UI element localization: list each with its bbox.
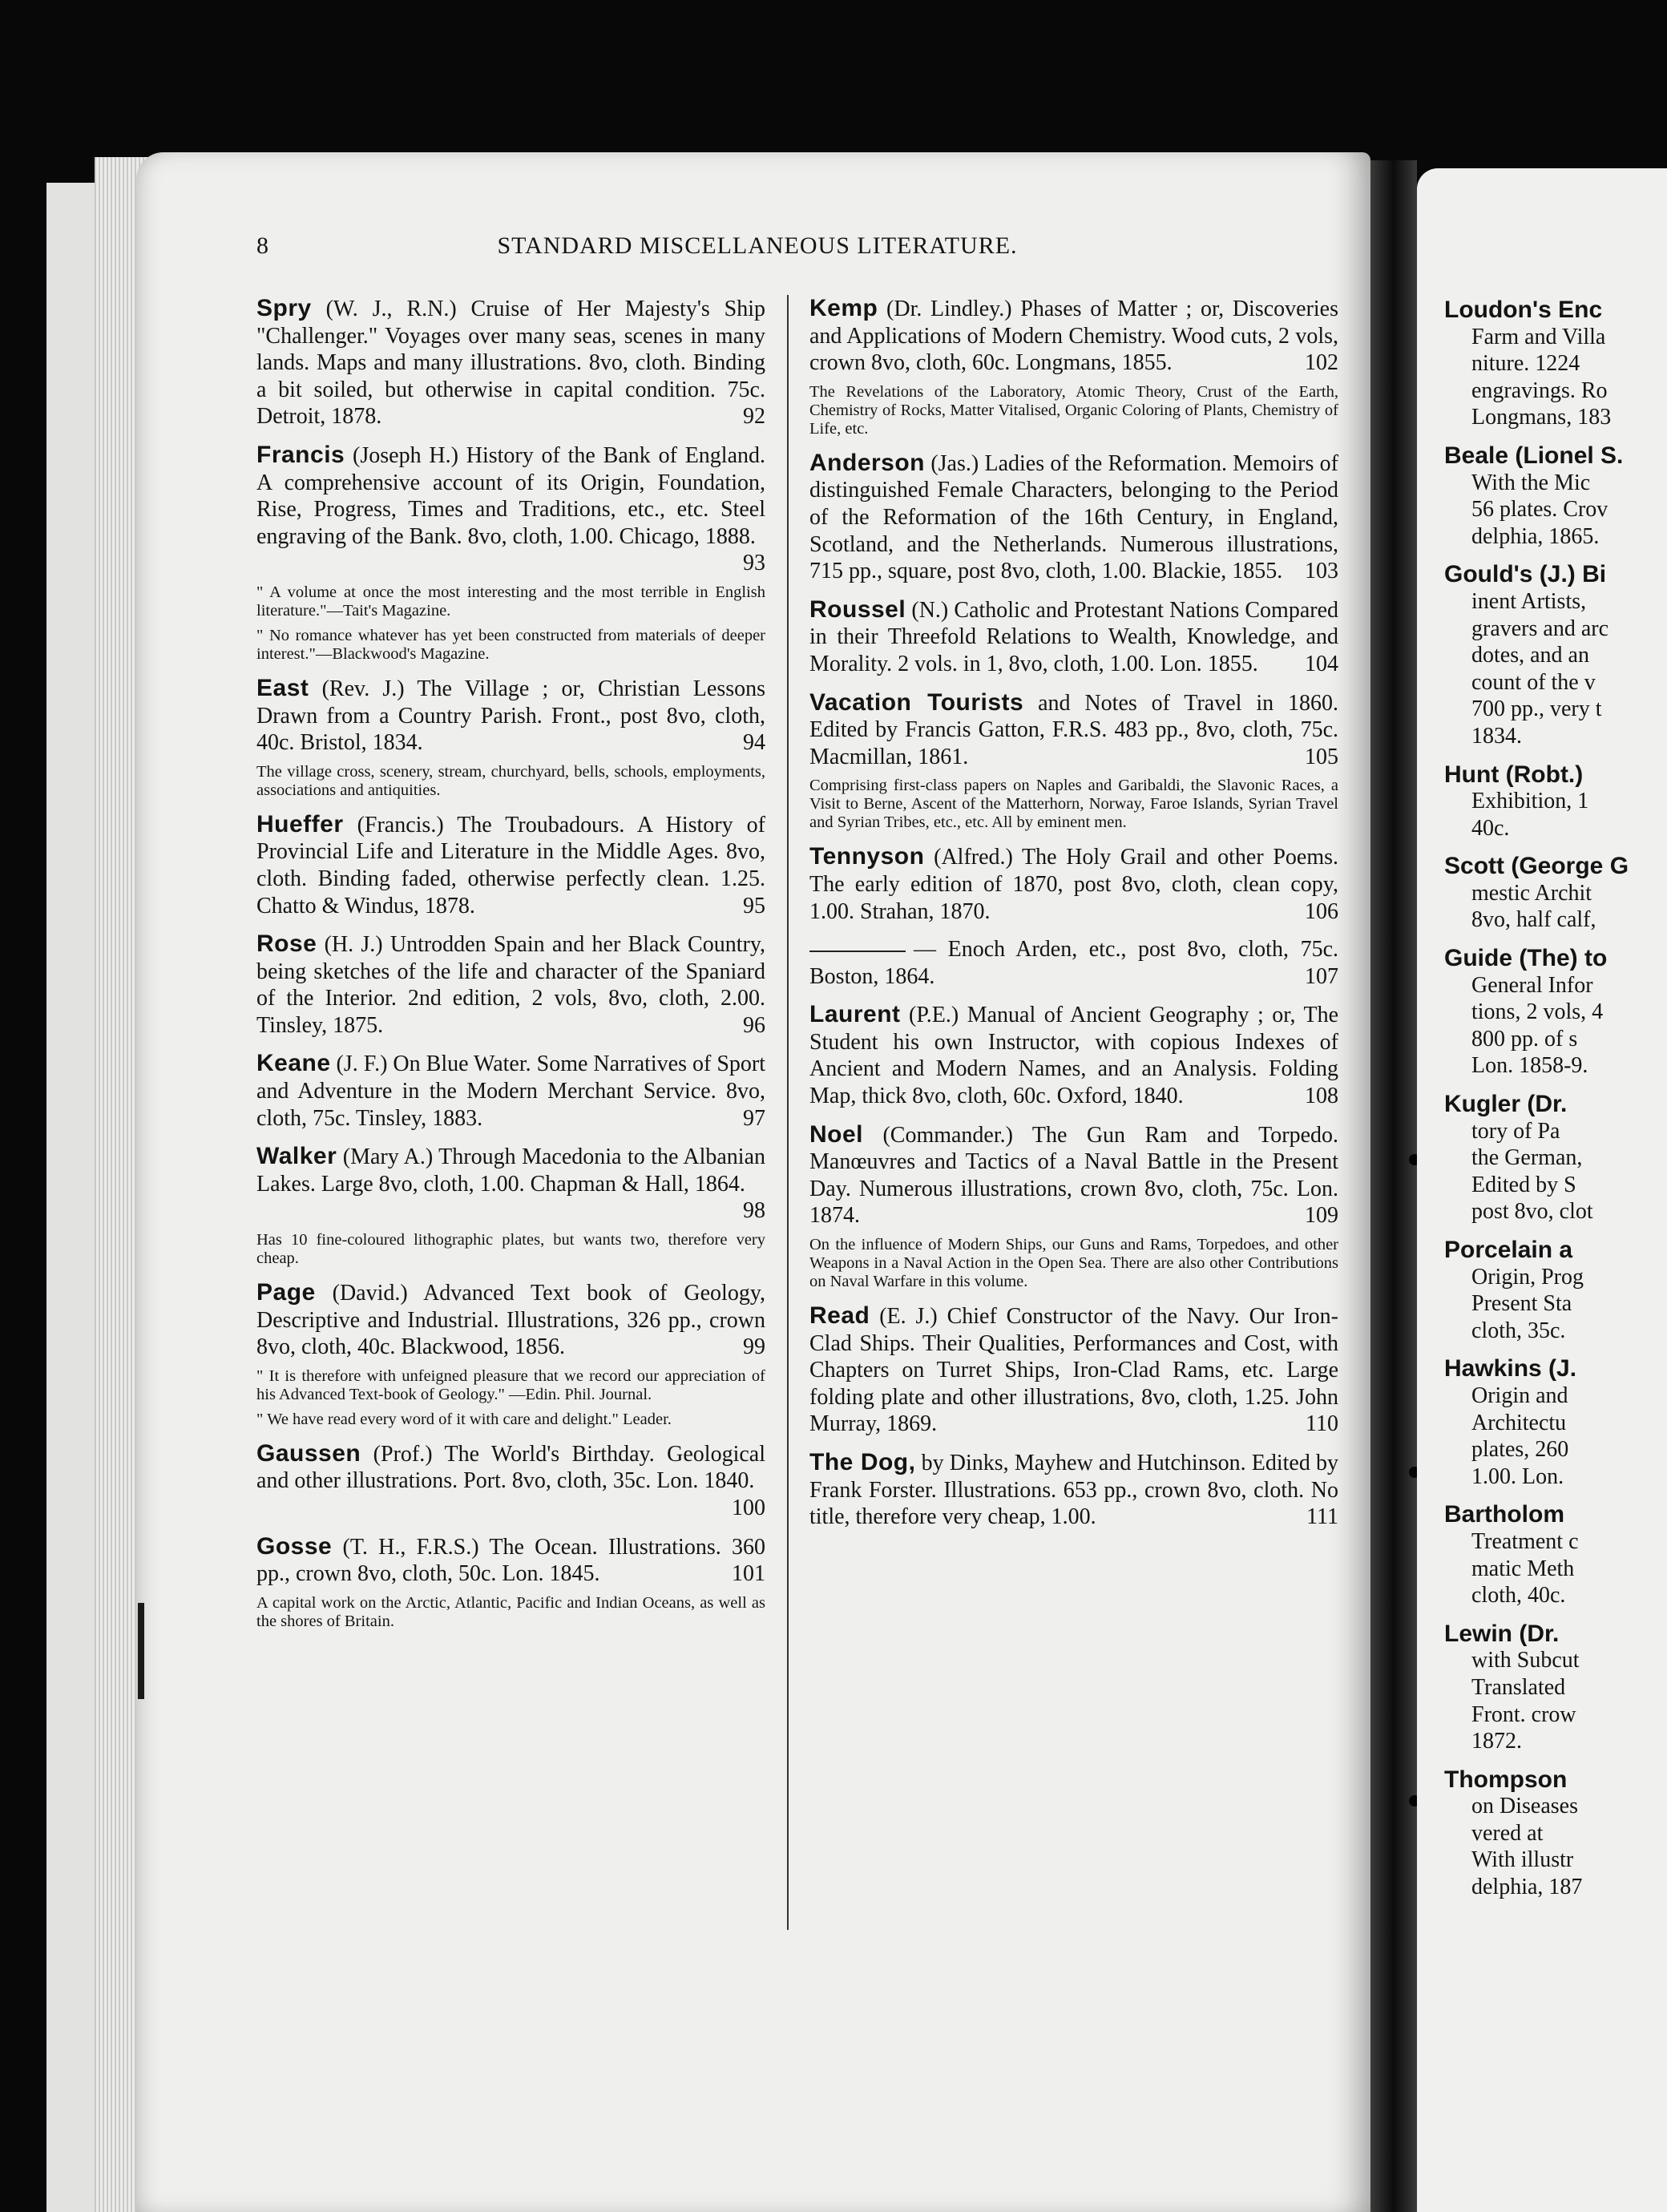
entry-description: (W. J., R.N.) Cruise of Her Majesty's Ship "Challenger." Voyages over many seas, scenes in many lands. Maps and many illustrations. 8vo, cloth. Binding a bit soiled, but otherwise in capital condition. 75c. Detroit, 1878. <box>256 297 765 430</box>
catalog-entry <box>256 1533 765 1588</box>
catalog-entry <box>256 1440 765 1522</box>
entry-note: A capital work on the Arctic, Atlantic, Pacific and Indian Oceans, as well as the shores of Britain. <box>256 1593 765 1630</box>
next-page-line: cloth, 35c. <box>1471 1318 1566 1343</box>
entry-note: " No romance whatever has yet been constructed from materials of deeper interest."—Blackwood's Magazine. <box>256 626 765 663</box>
next-page-line: on Diseases <box>1471 1794 1578 1819</box>
next-page-line: Guide (The) to <box>1444 945 1608 972</box>
entry-description: (Commander.) The Gun Ram and Torpedo. Manœuvres and Tactics of a Naval Battle in the Present Day. Numerous illustrations, crown 8vo, cloth, 75c. Lon. 1874. <box>809 1122 1339 1229</box>
margin-mark <box>138 1603 144 1699</box>
entry-note: On the influence of Modern Ships, our Guns and Rams, Torpedoes, and other Weapons in a Naval Action in the Open Sea. There are also other Contributions on Naval Warfare in this volume. <box>809 1236 1338 1291</box>
entry-description: (Alfred.) The Holy Grail and other Poems. The early edition of 1870, post 8vo, cloth, clean copy, 1.00. Strahan, 1870. <box>809 845 1339 924</box>
page-number: 8 <box>256 232 269 259</box>
next-page-line: with Subcut <box>1471 1648 1580 1673</box>
entry-author: Spry <box>256 295 312 321</box>
next-page-line: engravings. Ro <box>1471 377 1608 403</box>
catalog-entry <box>809 936 1338 990</box>
entry-description: (Prof.) The World's Birthday. Geological and other illustrations. Port. 8vo, cloth, 35c. Lon. 1840. <box>256 1441 766 1494</box>
right-column <box>809 295 1338 1542</box>
entry-author: Roussel <box>809 595 906 623</box>
entry-number: 99 <box>743 1334 765 1360</box>
next-page-line: delphia, 1865. <box>1471 523 1600 549</box>
left-page <box>136 152 1370 2212</box>
next-page-line: 40c. <box>1471 815 1510 841</box>
entry-number: 100 <box>732 1496 765 1520</box>
catalog-entry <box>256 1050 765 1132</box>
next-page-column <box>1444 297 1667 1901</box>
entry-description: (David.) Advanced Text book of Geology, Descriptive and Industrial. Illustrations, 326 pp., crown 8vo, cloth, 40c. Blackwood, 1856. <box>256 1281 766 1360</box>
entry-number: 110 <box>1306 1411 1338 1437</box>
entry-note: " It is therefore with unfeigned pleasure that we record our appreciation of his Advanced Text-book of Geology." —Edin. Phil. Journal. <box>256 1366 765 1403</box>
next-page-line: Longmans, 183 <box>1471 405 1612 430</box>
next-page-line: gravers and arc <box>1471 616 1609 641</box>
book-edge <box>46 183 99 2212</box>
next-page-line: 1.00. Lon. <box>1471 1463 1564 1489</box>
entry-author: Page <box>256 1279 316 1306</box>
catalog-entry <box>256 295 765 430</box>
entry-author: Read <box>809 1302 870 1330</box>
next-page-line: 1872. <box>1471 1729 1522 1754</box>
entry-description: (Joseph H.) History of the Bank of England. A comprehensive account of its Origin, Foundation, Rise, Progress, Times and Traditions, etc., etc. Steel engraving of the Bank. 8vo, cloth, 1.00. Chicago, 1888. <box>256 442 766 549</box>
entry-number: 106 <box>1305 898 1338 924</box>
catalog-entry <box>809 843 1338 925</box>
entry-number: 92 <box>743 404 765 430</box>
catalog-entry <box>809 1001 1338 1109</box>
next-page-line: the German, <box>1471 1145 1583 1171</box>
entry-author: The Dog, <box>809 1449 916 1475</box>
next-page <box>1417 168 1667 2212</box>
entry-description: (Jas.) Ladies of the Reformation. Memoirs of distinguished Female Characters, belonging to the Period of the Reformation of the 16th Century, in England, Scotland, and the Netherlands. Numerous illustrations, 715 pp., square, post 8vo, cloth, 1.00. Blackie, 1855. <box>809 450 1339 584</box>
running-title: STANDARD MISCELLANEOUS LITERATURE. <box>497 232 1018 259</box>
next-page-line: Lon. 1858-9. <box>1471 1053 1588 1079</box>
next-page-line: General Infor <box>1471 972 1593 998</box>
entry-number: 93 <box>743 551 765 576</box>
next-page-line: Front. crow <box>1471 1701 1576 1727</box>
next-page-line: vered at <box>1471 1820 1544 1846</box>
entry-number: 101 <box>732 1561 765 1587</box>
catalog-entry <box>809 689 1338 771</box>
next-page-line: Kugler (Dr. <box>1444 1091 1568 1118</box>
next-page-line: Beale (Lionel S. <box>1444 442 1624 469</box>
entry-description: (J. F.) On Blue Water. Some Narratives of Sport and Adventure in the Modern Merchant Service. 8vo, cloth, 75c. Tinsley, 1883. <box>256 1052 766 1131</box>
next-page-line: plates, 260 <box>1471 1437 1569 1463</box>
next-page-line: count of the v <box>1471 669 1596 695</box>
entry-description: (Francis.) The Troubadours. A History of Provincial Life and Literature in the Middle Ages. 8vo, cloth. Binding faded, otherwise perfectly clean. 1.25. Chatto & Windus, 1878. <box>256 812 765 918</box>
entry-note: " A volume at once the most interesting and the most terrible in English literature."—Tait's Magazine. <box>256 583 765 620</box>
entry-description: (Dr. Lindley.) Phases of Matter ; or, Discoveries and Applications of Modern Chemistry. Wood cuts, 2 vols, crown 8vo, cloth, 60c. Longmans, 1855. <box>809 297 1338 376</box>
next-page-line: dotes, and an <box>1471 643 1589 668</box>
entry-author: East <box>256 674 309 701</box>
catalog-entry <box>809 1121 1338 1229</box>
entry-author: Gaussen <box>256 1439 361 1467</box>
catalog-entry <box>256 442 765 577</box>
entry-author: Francis <box>256 441 345 468</box>
next-page-line: Porcelain a <box>1444 1237 1573 1263</box>
entry-author: Laurent <box>809 1001 901 1028</box>
next-page-line: Thompson <box>1444 1766 1568 1793</box>
entry-number: 96 <box>743 1012 765 1038</box>
next-page-line: Architectu <box>1471 1410 1567 1435</box>
next-page-line: 56 plates. Crov <box>1471 497 1608 523</box>
entry-author: Kemp <box>809 295 878 321</box>
next-page-line: matic Meth <box>1471 1556 1575 1581</box>
entry-number: 98 <box>743 1198 765 1224</box>
catalog-entry <box>809 596 1338 678</box>
column-divider <box>787 295 789 1930</box>
catalog-entry <box>256 811 765 919</box>
next-page-line: With the Mic <box>1471 470 1591 495</box>
catalog-entry <box>809 1449 1338 1531</box>
entry-number: 109 <box>1305 1203 1338 1229</box>
next-page-line: post 8vo, clot <box>1471 1199 1593 1225</box>
entry-note: " We have read every word of it with care and delight." Leader. <box>256 1410 672 1428</box>
entry-note: The Revelations of the Laboratory, Atomic Theory, Crust of the Earth, Chemistry of Rocks, Matter Vitalised, Organic Coloring of Plants, Chemistry of Life, etc. <box>809 382 1338 438</box>
next-page-line: Present Sta <box>1471 1291 1572 1317</box>
next-page-line: Hawkins (J. <box>1444 1355 1577 1382</box>
entry-number: 102 <box>1305 350 1338 376</box>
next-page-line: Loudon's Enc <box>1444 297 1603 323</box>
entry-author: Vacation Tourists <box>809 688 1024 716</box>
next-page-line: tions, 2 vols, 4 <box>1471 999 1604 1025</box>
entry-author: Walker <box>256 1143 337 1170</box>
entry-number: 108 <box>1305 1084 1338 1109</box>
entry-author: Gosse <box>256 1532 333 1560</box>
next-page-line: tory of Pa <box>1471 1118 1560 1144</box>
next-page-line: mestic Archit <box>1471 880 1592 906</box>
catalog-entry <box>809 295 1338 377</box>
entry-description: (T. H., F.R.S.) The Ocean. Illustrations. 360 pp., crown 8vo, cloth, 50c. Lon. 1845. <box>256 1534 765 1587</box>
next-page-line: Gould's (J.) Bi <box>1444 561 1607 588</box>
entry-author: Tennyson <box>809 843 925 870</box>
entry-author: Hueffer <box>256 810 344 838</box>
catalog-entry <box>256 930 765 1039</box>
next-page-line: 8vo, half calf, <box>1471 907 1596 933</box>
entry-note: Comprising first-class papers on Naples and Garibaldi, the Slavonic Races, a Visit to Berne, Ascent of the Matterhorn, Norway, Faroe Islands, Syrian Travel and Syrian Tribes, etc., etc. All by eminent men. <box>809 777 1338 832</box>
next-page-line: Hunt (Robt.) <box>1444 761 1584 788</box>
next-page-line: cloth, 40c. <box>1471 1583 1566 1609</box>
entry-description: (P.E.) Manual of Ancient Geography ; or, The Student his own Instructor, with copious Indexes of Ancient and Modern Names, and an Analysis. Folding Map, thick 8vo, cloth, 60c. Oxford, 1840. <box>809 1003 1339 1109</box>
entry-number: 105 <box>1305 744 1338 769</box>
next-page-line: Scott (George G <box>1444 853 1629 880</box>
entry-description: (H. J.) Untrodden Spain and her Black Country, being sketches of the life and character of the Spaniard of the Interior. 2nd edition, 2 vols, 8vo, cloth, 2.00. Tinsley, 1875. <box>256 932 766 1038</box>
entry-description: and Notes of Travel in 1860. Edited by Francis Gatton, F.R.S. 483 pp., 8vo, cloth, 75c. Macmillan, 1861. <box>809 690 1338 769</box>
entry-number: 95 <box>743 893 765 918</box>
catalog-entry <box>256 675 765 757</box>
entry-description: (Mary A.) Through Macedonia to the Albanian Lakes. Large 8vo, cloth, 1.00. Chapman & Hall, 1864. <box>256 1144 766 1197</box>
next-page-line: inent Artists, <box>1471 588 1587 614</box>
next-page-line: Translated <box>1471 1674 1566 1700</box>
next-page-line: Edited by S <box>1471 1172 1576 1197</box>
entry-author: Noel <box>809 1120 864 1148</box>
entry-number: 103 <box>1305 559 1338 584</box>
next-page-line: Farm and Villa <box>1471 324 1606 349</box>
entry-description: (Rev. J.) The Village ; or, Christian Lessons Drawn from a Country Parish. Front., post 8vo, cloth, 40c. Bristol, 1834. <box>256 676 766 756</box>
next-page-line: Treatment c <box>1471 1528 1579 1554</box>
next-page-line: Origin and <box>1471 1382 1568 1408</box>
entry-note: Has 10 fine-coloured lithographic plates, but wants two, therefore very cheap. <box>256 1231 765 1268</box>
book-gutter <box>1370 160 1417 2212</box>
next-page-line: 700 pp., very t <box>1471 696 1602 722</box>
entry-description: — Enoch Arden, etc., post 8vo, cloth, 75c. Boston, 1864. <box>809 937 1338 989</box>
entry-number: 107 <box>1305 963 1338 989</box>
catalog-entry <box>256 1279 765 1361</box>
ditto-rule <box>809 951 906 952</box>
catalog-entry <box>809 1302 1338 1438</box>
left-column <box>256 295 765 1642</box>
next-page-line: 1834. <box>1471 723 1522 749</box>
next-page-line: Lewin (Dr. <box>1444 1620 1560 1647</box>
entry-number: 111 <box>1306 1504 1338 1530</box>
next-page-line: niture. 1224 <box>1471 351 1580 377</box>
catalog-entry <box>256 1143 765 1225</box>
entry-description: by Dinks, Mayhew and Hutchinson. Edited by Frank Forster. Illustrations. 653 pp., crown 8vo, cloth. No title, therefore very cheap, 1.00. <box>809 1451 1338 1530</box>
next-page-line: Exhibition, 1 <box>1471 789 1589 814</box>
entry-author: Anderson <box>809 449 926 476</box>
entry-number: 94 <box>743 730 765 756</box>
entry-author: Rose <box>256 930 317 958</box>
next-page-line: With illustr <box>1471 1847 1574 1873</box>
next-page-line: Origin, Prog <box>1471 1264 1584 1290</box>
entry-description: (E. J.) Chief Constructor of the Navy. Our Iron-Clad Ships. Their Qualities, Performances and Cost, with Chapters on Turret Ships, Iron-Clad Rams, etc. Large folding plate and other illustrations, 8vo, cloth, 1.25. John Murray, 1869. <box>809 1304 1338 1437</box>
next-page-line: delphia, 187 <box>1471 1875 1583 1900</box>
entry-note: The village cross, scenery, stream, churchyard, bells, schools, employments, associations and antiquities. <box>256 762 765 799</box>
entry-description: (N.) Catholic and Protestant Nations Compared in their Threefold Relations to Wealth, Knowledge, and Morality. 2 vols. in 1, 8vo, cloth, 1.00. Lon. 1855. <box>809 597 1339 676</box>
page-header <box>256 232 1258 281</box>
entry-number: 104 <box>1305 651 1338 676</box>
catalog-entry <box>809 450 1338 585</box>
entry-number: 97 <box>743 1105 765 1131</box>
next-page-line: 800 pp. of s <box>1471 1026 1578 1052</box>
entry-author: Keane <box>256 1050 331 1077</box>
next-page-line: Bartholom <box>1444 1501 1564 1528</box>
